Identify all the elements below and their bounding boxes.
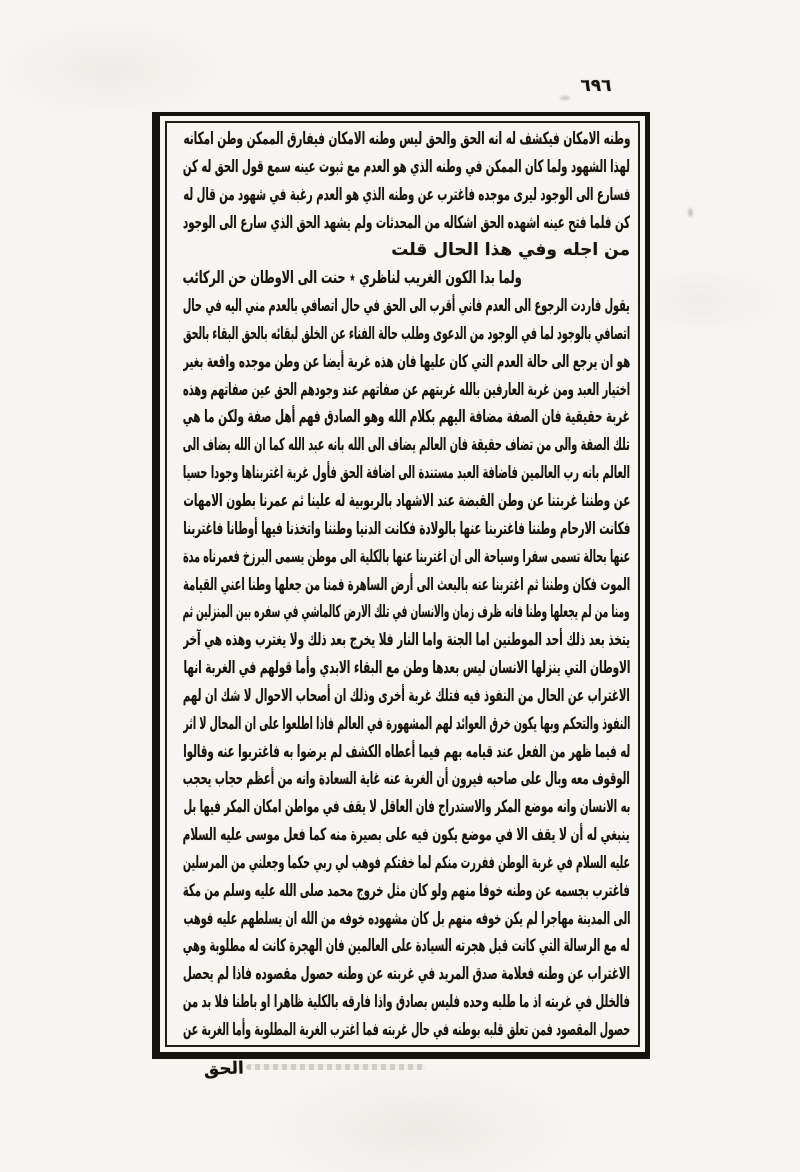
text-line: الى المدينة مهاجرا لم يكن خوفه منهم بل كان مشهوده خوفه من الله ان يسلطهم عليه فوهب	[183, 908, 630, 929]
text-line: يتخذ بعد ذلك أحد الموطنين اما الجنة واما النار فلا يخرج بعد ذلك ولا يغترب وهذه هي آخر	[183, 630, 630, 651]
ink-speck	[688, 208, 693, 217]
verse-line: ولما بدا الكون الغريب لناظري ٭ حنت الى الاوطان حن الركائب	[183, 268, 522, 289]
text-line: وطنه الامكان فيكشف له انه الحق والحق ليس وطنه الامكان فيفارق الممكن وطن امكانه	[183, 129, 630, 149]
text-line: اختيار العبد ومن غربة العارفين بالله غربتهم عن صفاتهم عند وجودهم الحق عين صفاتهم وهذه	[183, 379, 630, 400]
text-line: هو ان يرجع الى حالة العدم التي كان عليها فان هذه غربة أيضا عن وطن موجده واقعة بغير	[183, 351, 630, 372]
text-line: من اجله وفي هذا الحال قلت	[391, 240, 630, 261]
page-number: ٦٩٦	[580, 76, 612, 96]
ink-smudge	[246, 1064, 426, 1070]
text-line: الاوطان التي ينزلها الانسان ليس بعدها وطن مع البقاء الابدي وأما قولهم في الغربة انها	[183, 658, 630, 679]
text-line: ينبغي له أن لا يقف الا في موضع يكون فيه على بصيرة منه كما فعل موسى عليه السلام	[183, 825, 630, 846]
text-line: العالم بانه رب العالمين فاضافة العبد مستندة الى اضافة الحق فأول غربة اغتربناها وجودا حسيا	[183, 463, 630, 484]
text-line: له مع الرسالة التي كانت قبل هجرته السيادة على العالمين فان الهجرة كانت له مطلوبة وهي	[183, 936, 630, 957]
text-line: حصول المقصود فمن تعلق قلبه بوطنه في حال غربته فما اغترب الغربة المطلوبة وأما الغربة عن	[183, 1020, 630, 1040]
text-line: فكانت الارحام وطننا فاغتربنا عنها بالولادة فكانت الدنيا وطننا واتخذنا فيها أوطانا فاغتربنا	[183, 518, 630, 539]
text-line: عن وطننا غربتنا عن وطن القبضة عند الاشهاد بالربوبية له علينا ثم عمرنا بطون الامهات	[183, 490, 630, 511]
text-line: النفوذ والتحكم وبها يكون خرق العوائد لهم المشهورة في العالم فاذا اطلعوا على ان المحال لا اثر	[183, 713, 630, 734]
text-line: كن فلما فتح عينه اشهده الحق اشكاله من المحدثات ولم يشهد الحق الذي سارع الى الوجود	[183, 212, 630, 233]
text-line: الوقوف معه وبال على صاحبه فيرون أن الغربة عنه غاية السعادة وانه من أعظم حجاب يحجب	[183, 769, 630, 790]
text-line: فالخلل في غربته اذ ما طلبه وحده فليس بصادق واذا فارقه بالكلية ظاهرا او باطنا فلا بد من	[183, 992, 630, 1013]
text-line: تلك الصفة والى من تضاف حقيقة فان العالم يضاف الى الله بانه عبد الله كما ان الله يضاف الى	[183, 435, 630, 456]
ink-speck	[560, 96, 570, 100]
text-line: فاغترب بجسمه عن وطنه خوفا منهم ولو كان مثل خروج محمد صلى الله عليه وسلم من مكة	[183, 880, 630, 901]
text-line: الاغتراب عن وطنه فعلامة صدق المريد في غربته عن وطنه حصول مقصوده فاذا لم يحصل	[183, 964, 630, 985]
catchword: الحق	[203, 1058, 245, 1080]
text-line: عليه السلام في غربة الوطن ففررت منكم لما خفتكم فوهب لي ربي حكما وجعلني من المرسلين	[183, 852, 630, 873]
text-line: له فيما ظهر من الفعل عند قيامه بهم فيما أعطاه الكشف لم يرضوا به فاغتربوا عنه وقالوا	[183, 741, 630, 762]
text-line: الاغتراب عن الحال من النفوذ فيه فتلك غربة أخرى وذلك ان أصحاب الاحوال لا شك ان لهم	[183, 685, 630, 706]
text-line: الموت فكان وطننا ثم اغتربنا عنه بالبعث الى أرض الساهرة فمنا من جعلها وطنا اعني القيامة	[183, 574, 630, 595]
text-line: غربة حقيقية فان الصفة مضافة اليهم بكلام الله وهو الصادق فهم أهل صفة ولكن ما هي	[183, 407, 630, 428]
text-line: به الانسان وانه موضع المكر والاستدراج فان العاقل لا يقف في مواطن امكان المكر فيها بل	[183, 797, 630, 818]
text-line: يقول فاردت الرجوع الى العدم فاني أقرب الى الحق في حال اتصافي بالعدم مني اليه في حال	[183, 296, 630, 317]
text-line: فسارع الى الوجود ليرى موجده فاغترب عن وطنه الذي هو العدم رغبة في شهود من قال له	[183, 184, 630, 205]
text-block	[183, 126, 630, 1046]
text-line: عنها بحالة تسمى سفرا وسياحة الى ان اغتربنا عنها بالكلية الى موطن يسمى البرزخ فعمرناه مدة	[183, 546, 630, 567]
text-line: ومنا من لم يجعلها وطنا فانه ظرف زمان والانسان في تلك الارض كالماشي في سفره بين المنزلين ثم	[183, 602, 630, 623]
text-line: لهذا الشهود ولما كان الممكن في وطنه الذي هو العدم مع ثبوت عينه سمع قول الحق له كن	[183, 156, 630, 177]
text-line: اتصافي بالوجود لما في الوجود من الدعوى وطلب حالة الفناء عن الخلق لبقائه بالحق البقاء بالحق	[183, 323, 630, 344]
